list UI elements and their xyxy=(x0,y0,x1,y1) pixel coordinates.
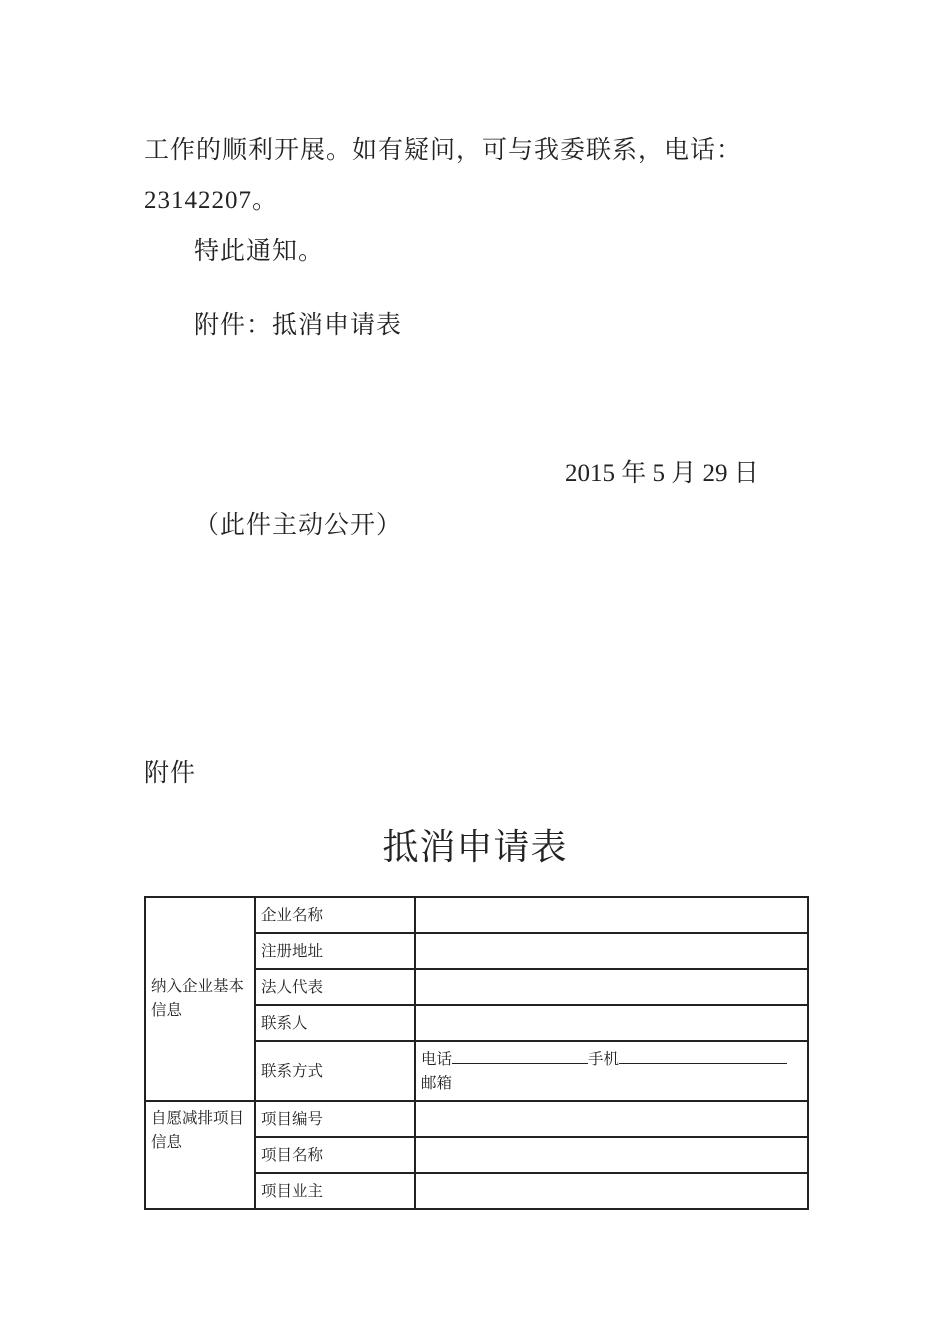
field-value-company-name[interactable] xyxy=(415,897,808,933)
offset-application-form xyxy=(144,896,809,1210)
field-value-legal-representative[interactable] xyxy=(415,969,808,1005)
attachment-reference: 附件：抵消申请表 xyxy=(194,310,403,339)
disclosure-note: （此件主动公开） xyxy=(194,510,403,539)
field-value-project-number[interactable] xyxy=(415,1101,808,1137)
issue-date: 2015 年 5 月 29 日 xyxy=(565,460,759,487)
field-label-project-owner: 项目业主 xyxy=(255,1173,415,1209)
field-value-project-name[interactable] xyxy=(415,1137,808,1173)
field-label-registered-address: 注册地址 xyxy=(255,933,415,969)
field-value-contact-method[interactable] xyxy=(415,1041,808,1101)
field-value-registered-address[interactable] xyxy=(415,933,808,969)
field-value-project-owner[interactable] xyxy=(415,1173,808,1209)
field-label-company-name: 企业名称 xyxy=(255,897,415,933)
field-label-project-name: 项目名称 xyxy=(255,1137,415,1173)
field-label-project-number: 项目编号 xyxy=(255,1101,415,1137)
group-label-project: 自愿减排项目信息 xyxy=(145,1101,255,1209)
phone-label: 电话 xyxy=(421,1050,453,1068)
field-value-contact-person[interactable] xyxy=(415,1005,808,1041)
mobile-label: 手机 xyxy=(588,1050,620,1068)
closing-text: 特此通知。 xyxy=(194,236,325,265)
email-label: 邮箱 xyxy=(421,1074,453,1092)
form-title: 抵消申请表 xyxy=(382,827,568,868)
field-label-contact-method: 联系方式 xyxy=(255,1041,415,1101)
phone-blank[interactable] xyxy=(452,1047,588,1064)
appendix-label: 附件 xyxy=(144,758,197,787)
mobile-blank[interactable] xyxy=(619,1047,787,1064)
body-line-1: 工作的顺利开展。如有疑问，可与我委联系，电话： xyxy=(144,135,743,164)
body-line-phone: 23142207。 xyxy=(144,187,279,214)
field-label-contact-person: 联系人 xyxy=(255,1005,415,1041)
field-label-legal-representative: 法人代表 xyxy=(255,969,415,1005)
group-label-enterprise: 纳入企业基本信息 xyxy=(145,897,255,1101)
